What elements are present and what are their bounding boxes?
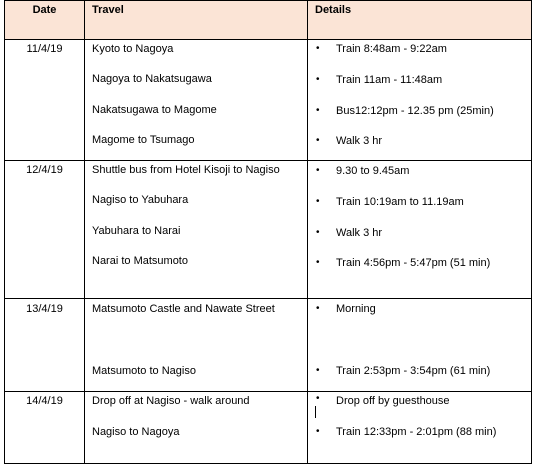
row-date: 13/4/19 bbox=[26, 303, 63, 315]
header-date: Date bbox=[5, 1, 85, 40]
bullet-icon: • bbox=[316, 135, 320, 146]
header-details: Details bbox=[308, 1, 532, 40]
row-date: 11/4/19 bbox=[26, 43, 63, 55]
bullet-icon: • bbox=[316, 43, 320, 54]
travel-item: Yabuhara to Narai bbox=[92, 225, 181, 237]
itinerary-table bbox=[4, 0, 532, 464]
detail-item: Train 8:48am - 9:22am bbox=[336, 43, 447, 55]
bullet-icon: • bbox=[316, 426, 320, 437]
detail-item: 9.30 to 9.45am bbox=[336, 165, 410, 177]
detail-item: Walk 3 hr bbox=[336, 135, 383, 147]
travel-item: Matsumoto Castle and Nawate Street bbox=[92, 303, 275, 315]
bullet-icon: • bbox=[316, 227, 320, 238]
bullet-icon: • bbox=[316, 74, 320, 85]
bullet-icon: • bbox=[316, 165, 320, 176]
detail-item: Drop off by guesthouse bbox=[336, 395, 450, 407]
bullet-icon: • bbox=[316, 393, 320, 404]
header-travel: Travel bbox=[85, 1, 308, 40]
travel-item: Shuttle bus from Hotel Kisoji to Nagiso bbox=[92, 164, 280, 176]
travel-item: Narai to Matsumoto bbox=[92, 255, 188, 267]
detail-item: Train 11am - 11:48am bbox=[336, 74, 443, 86]
bullet-icon: • bbox=[316, 105, 320, 116]
table-row bbox=[5, 299, 532, 392]
table-row bbox=[5, 161, 532, 299]
travel-item: Nagoya to Nakatsugawa bbox=[92, 73, 212, 85]
travel-item: Nagiso to Nagoya bbox=[92, 426, 180, 438]
detail-item: Bus12:12pm - 12.35 pm (25min) bbox=[336, 105, 494, 117]
travel-item: Nakatsugawa to Magome bbox=[92, 104, 217, 116]
bullet-icon: • bbox=[316, 365, 320, 376]
detail-item: Walk 3 hr bbox=[336, 227, 383, 239]
table-row bbox=[5, 40, 532, 161]
text-cursor bbox=[315, 406, 316, 418]
detail-item: Morning bbox=[336, 303, 376, 315]
detail-item: Train 2:53pm - 3:54pm (61 min) bbox=[336, 365, 491, 377]
travel-item: Drop off at Nagiso - walk around bbox=[92, 395, 250, 407]
travel-item: Nagiso to Yabuhara bbox=[92, 194, 189, 206]
row-date: 14/4/19 bbox=[26, 395, 63, 407]
detail-item: Train 4:56pm - 5:47pm (51 min) bbox=[336, 257, 491, 269]
detail-item: Train 12:33pm - 2:01pm (88 min) bbox=[336, 426, 497, 438]
bullet-icon: • bbox=[316, 257, 320, 268]
detail-item: Train 10:19am to 11.19am bbox=[336, 196, 464, 208]
header-row bbox=[5, 1, 532, 40]
table-row bbox=[5, 392, 532, 464]
bullet-icon: • bbox=[316, 196, 320, 207]
travel-item: Matsumoto to Nagiso bbox=[92, 365, 196, 377]
travel-item: Magome to Tsumago bbox=[92, 134, 195, 146]
row-date: 12/4/19 bbox=[26, 164, 63, 176]
bullet-icon: • bbox=[316, 303, 320, 314]
travel-item: Kyoto to Nagoya bbox=[92, 43, 174, 55]
